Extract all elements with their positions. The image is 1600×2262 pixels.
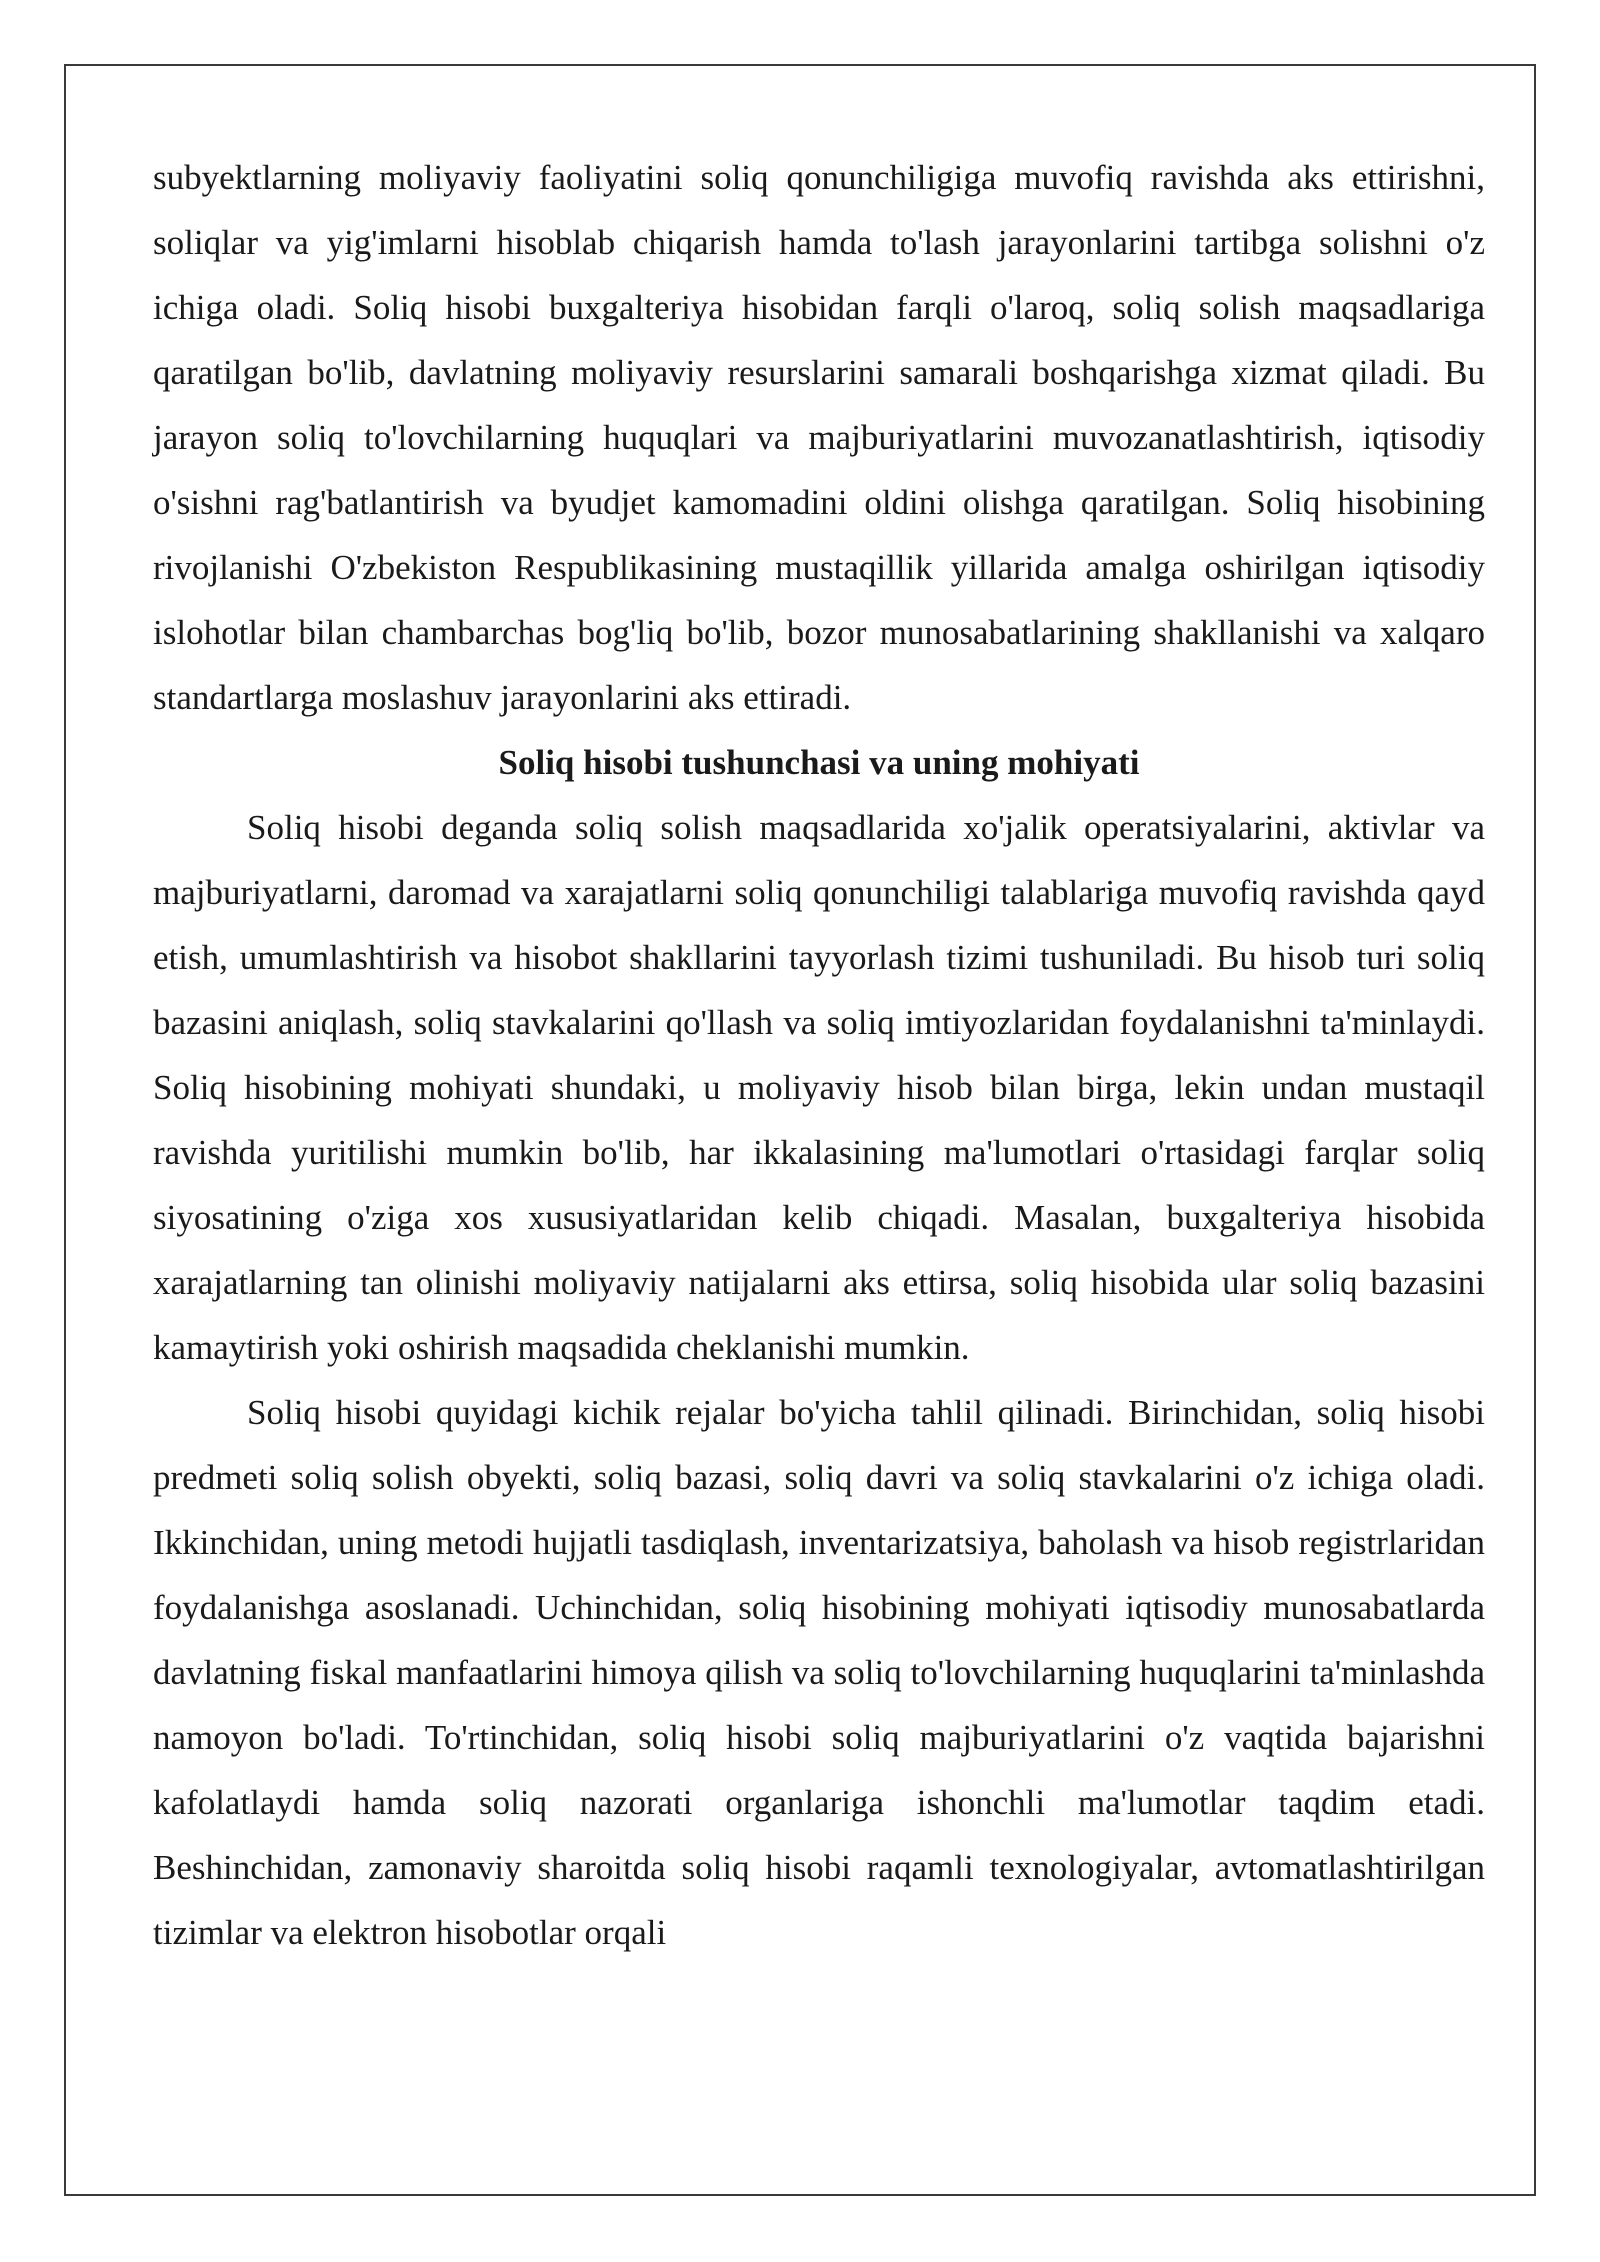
paragraph-continued: subyektlarning moliyaviy faoliyatini soliq qonunchiligiga muvofiq ravishda aks ettirishni, soliqlar va yig'imlarni hisoblab chiqarish hamda to'lash jarayonlarini tartibga solishni o'z ichiga oladi. Soliq hisobi buxgalteriya hisobidan farqli o'laroq, soliq solish maqsadlariga qaratilgan bo'lib, davlatning moliyaviy resurslarini samarali boshqarishga xizmat qiladi. Bu jarayon soliq to'lovchilarning huquqlari va majburiyatlarini muvozanatlashtirish, iqtisodiy o'sishni rag'batlantirish va byudjet kamomadini oldini olishga qaratilgan. Soliq hisobining rivojlanishi O'zbekiston Respublikasining mustaqillik yillarida amalga oshirilgan iqtisodiy islohotlar bilan chambarchas bog'liq bo'lib, bozor munosabatlarining shakllanishi va xalqaro standartlarga moslashuv jarayonlarini aks ettiradi.: [153, 158, 1485, 717]
section-heading: Soliq hisobi tushunchasi va uning mohiyati: [498, 743, 1140, 782]
paragraph-analysis: Soliq hisobi quyidagi kichik rejalar bo'yicha tahlil qilinadi. Birinchidan, soliq hisobi predmeti soliq solish obyekti, soliq bazasi, soliq davri va soliq stavkalarini o'z ichiga oladi. Ikkinchidan, uning metodi hujjatli tasdiqlash, inventarizatsiya, baholash va hisob registrlaridan foydalanishga asoslanadi. Uchinchidan, soliq hisobining mohiyati iqtisodiy munosabatlarda davlatning fiskal manfaatlarini himoya qilish va soliq to'lovchilarning huquqlarini ta'minlashda namoyon bo'ladi. To'rtinchidan, soliq hisobi soliq majburiyatlarini o'z vaqtida bajarishni kafolatlaydi hamda soliq nazorati organlariga ishonchli ma'lumotlar taqdim etadi. Beshinchidan, zamonaviy sharoitda soliq hisobi raqamli texnologiyalar, avtomatlashtirilgan tizimlar va elektron hisobotlar orqali: [153, 1393, 1485, 1952]
paragraph-definition: Soliq hisobi deganda soliq solish maqsadlarida xo'jalik operatsiyalarini, aktivlar va majburiyatlarni, daromad va xarajatlarni soliq qonunchiligi talablariga muvofiq ravishda qayd etish, umumlashtirish va hisobot shakllarini tayyorlash tizimi tushuniladi. Bu hisob turi soliq bazasini aniqlash, soliq stavkalarini qo'llash va soliq imtiyozlaridan foydalanishni ta'minlaydi. Soliq hisobining mohiyati shundaki, u moliyaviy hisob bilan birga, lekin undan mustaqil ravishda yuritilishi mumkin bo'lib, har ikkalasining ma'lumotlari o'rtasidagi farqlar soliq siyosatining o'ziga xos xususiyatlaridan kelib chiqadi. Masalan, buxgalteriya hisobida xarajatlarning tan olinishi moliyaviy natijalarni aks ettirsa, soliq hisobida ular soliq bazasini kamaytirish yoki oshirish maqsadida cheklanishi mumkin.: [153, 808, 1485, 1367]
document-body: [153, 145, 1485, 1965]
